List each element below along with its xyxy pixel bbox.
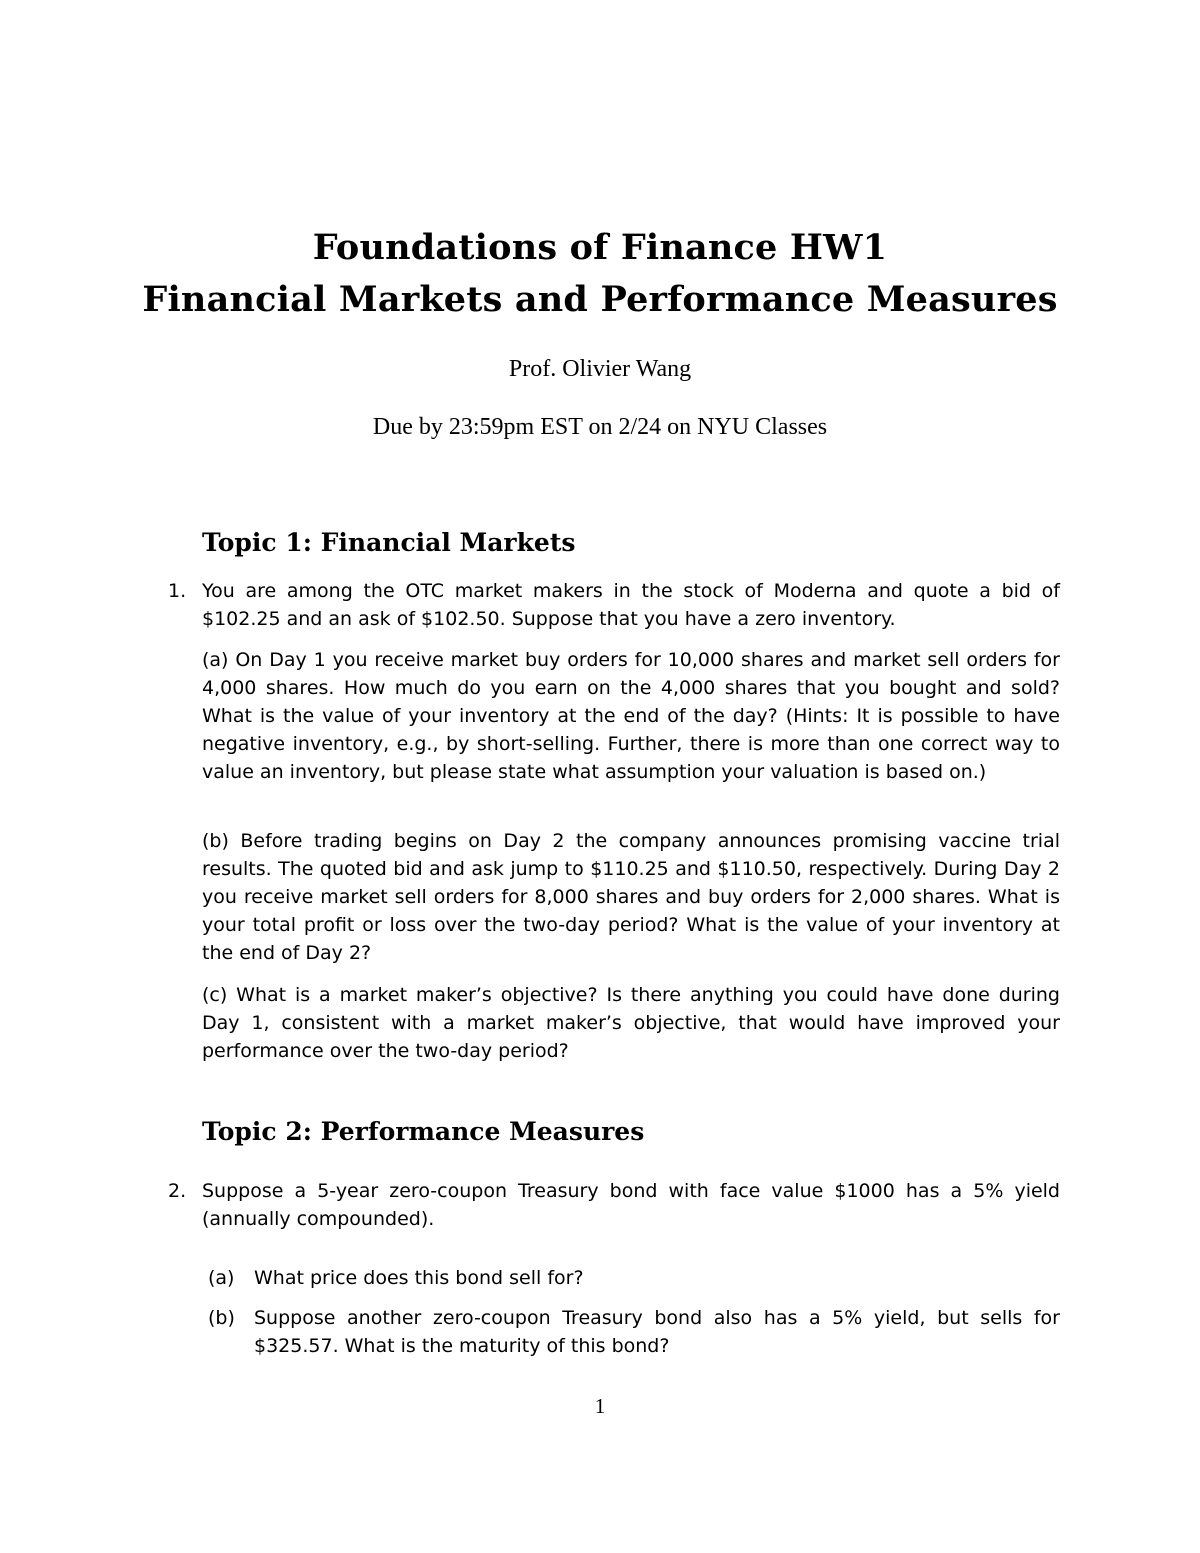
question-1-part-b: (b) Before trading begins on Day 2 the company announces promising vaccine trial results. The quoted bid and ask jump to $110.25 and $110.50, respectively. During Day 2 you receive market sell orders for 8,000 shares and buy orders for 2,000 shares. What is your total profit or loss over the two-day period? What is the value of your inventory at the end of Day 2? bbox=[202, 830, 1060, 964]
question-2-part-a-label: (a) bbox=[208, 1267, 235, 1289]
question-2-part-b bbox=[208, 1304, 1060, 1360]
question-2-number: 2. bbox=[168, 1180, 187, 1202]
author: Prof. Olivier Wang bbox=[508, 356, 692, 382]
question-2-part-b-label: (b) bbox=[208, 1307, 235, 1329]
question-2-text: Suppose a 5-year zero-coupon Treasury bond with face value $1000 has a 5% yield (annually compounded). bbox=[202, 1180, 1060, 1230]
question-1-text: You are among the OTC market makers in the stock of Moderna and quote a bid of $102.25 and an ask of $102.50. Suppose that you have a zero inventory. bbox=[202, 580, 1060, 630]
question-2-part-a bbox=[208, 1264, 1060, 1292]
title-block bbox=[0, 222, 1200, 326]
question-1-part-a: (a) On Day 1 you receive market buy orders for 10,000 shares and market sell orders for 4,000 shares. How much do you earn on the 4,000 shares that you bought and sold? What is the value of your inventory at the end of the day? (Hints: It is possible to have negative inventory, e.g., by short-selling. Further, there is more than one correct way to value an inventory, but please state what assumption your valuation is based on.) bbox=[202, 649, 1060, 783]
question-2-part-a-text: What price does this bond sell for? bbox=[254, 1267, 584, 1289]
topic-2-heading: Topic 2: Performance Measures bbox=[202, 1117, 645, 1146]
title-line-1: Foundations of Finance HW1 bbox=[312, 227, 888, 268]
question-2-part-b-text: Suppose another zero-coupon Treasury bond also has a 5% yield, but sells for $325.57. What is the maturity of this bond? bbox=[254, 1307, 1060, 1357]
topic-1-heading: Topic 1: Financial Markets bbox=[202, 528, 576, 557]
due-date: Due by 23:59pm EST on 2/24 on NYU Classes bbox=[372, 414, 828, 440]
question-1-part-c: (c) What is a market maker’s objective? Is there anything you could have done during Day 1, consistent with a market maker’s objective, that would have improved your performance over the two-day period? bbox=[202, 984, 1060, 1062]
question-2 bbox=[168, 1177, 1060, 1233]
title-line-2: Financial Markets and Performance Measures bbox=[142, 279, 1058, 320]
question-1 bbox=[168, 577, 1060, 633]
question-1-number: 1. bbox=[168, 580, 187, 602]
page-number: 1 bbox=[594, 1394, 606, 1418]
